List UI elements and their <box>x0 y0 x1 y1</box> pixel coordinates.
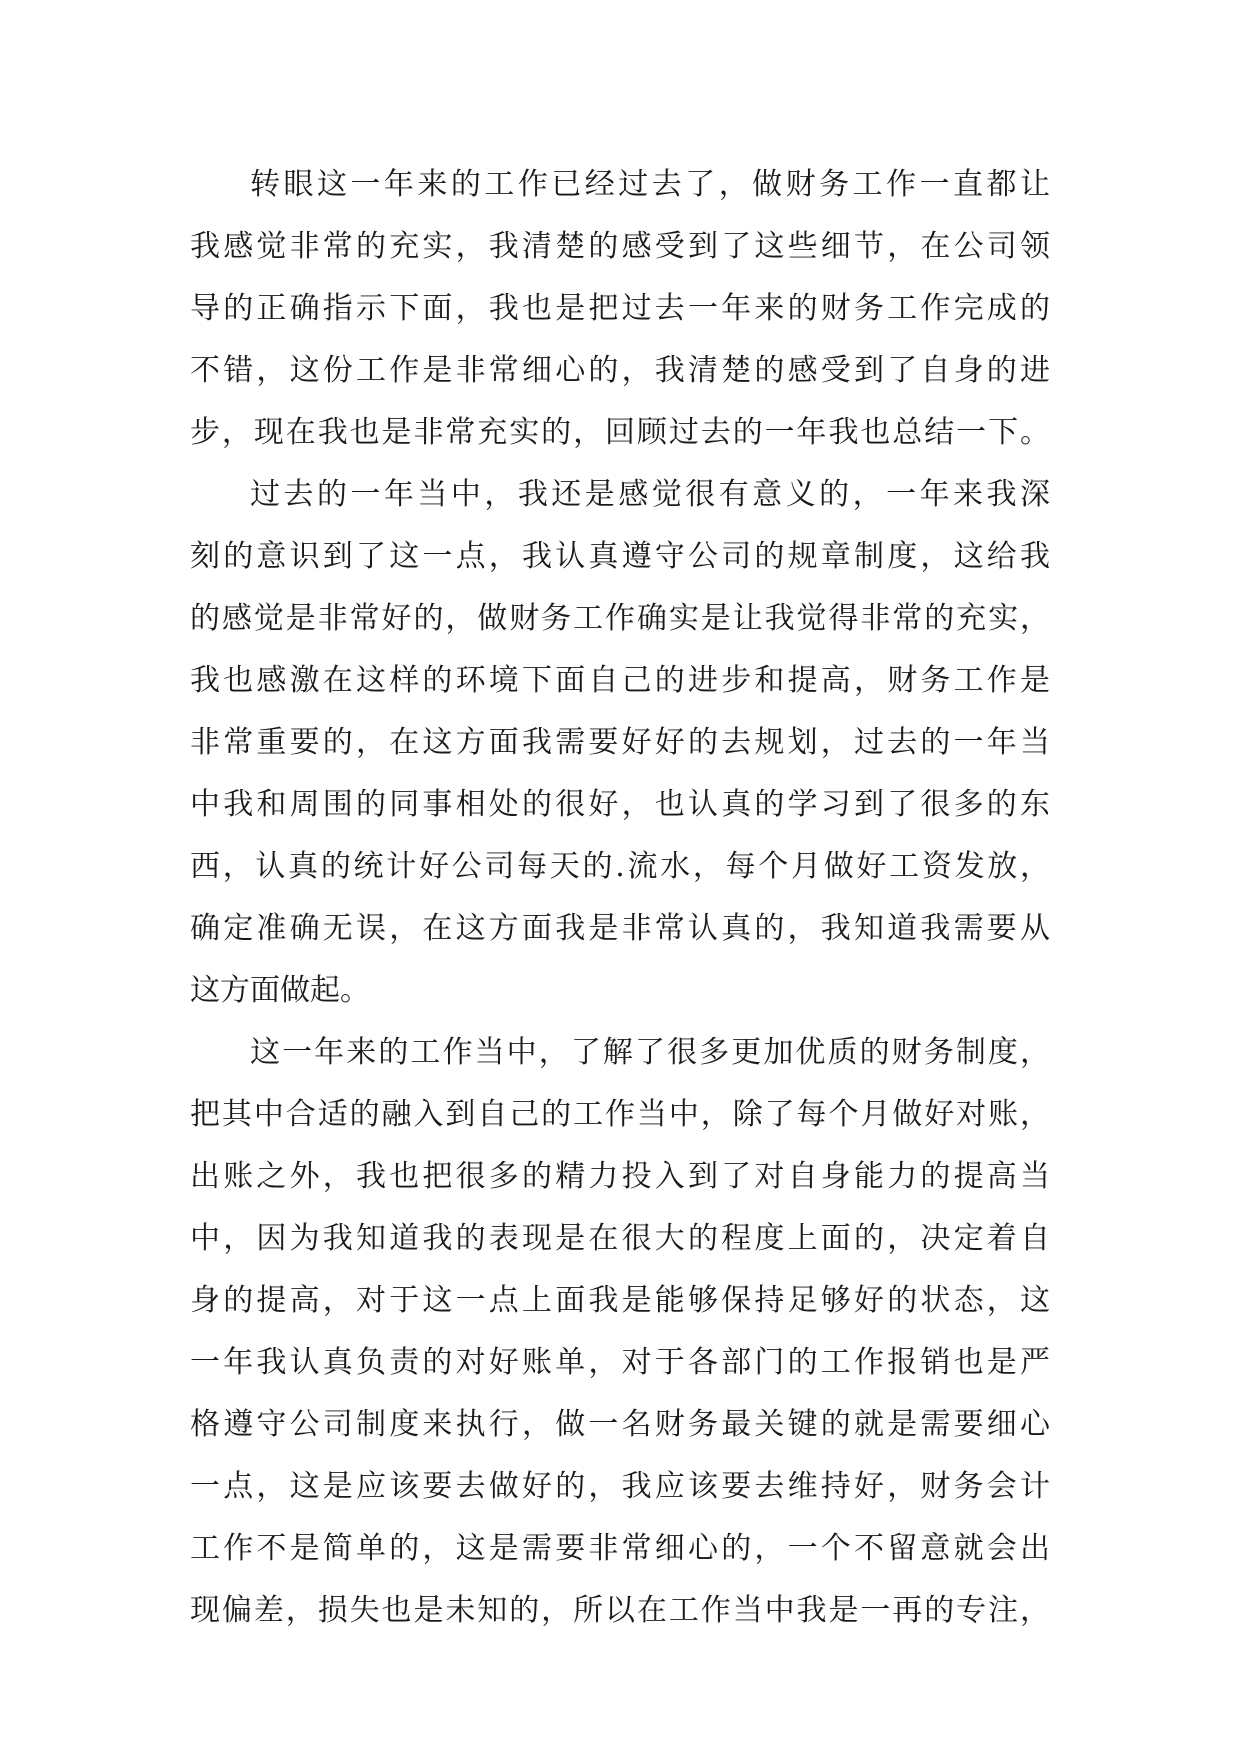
paragraph-3-line-8: 一点，这是应该要去做好的，我应该要去维持好，财务会计 <box>190 1469 1050 1504</box>
paragraph-2-line-7: 西，认真的统计好公司每天的.流水，每个月做好工资发放， <box>190 849 1050 884</box>
paragraph-3-line-6: 一年我认真负责的对好账单，对于各部门的工作报销也是严 <box>190 1345 1050 1380</box>
paragraph-2-line-5: 非常重要的，在这方面我需要好好的去规划，过去的一年当 <box>190 725 1050 760</box>
paragraph-2-line-3: 的感觉是非常好的，做财务工作确实是让我觉得非常的充实， <box>190 601 1050 636</box>
paragraph-3-line-1: 这一年来的工作当中，了解了很多更加优质的财务制度， <box>250 1035 1050 1070</box>
paragraph-1-line-5: 步，现在我也是非常充实的，回顾过去的一年我也总结一下。 <box>190 415 1050 450</box>
paragraph-2-line-6: 中我和周围的同事相处的很好，也认真的学习到了很多的东 <box>190 787 1050 822</box>
paragraph-1-line-4: 不错，这份工作是非常细心的，我清楚的感受到了自身的进 <box>190 353 1050 388</box>
paragraph-2-line-2: 刻的意识到了这一点，我认真遵守公司的规章制度，这给我 <box>190 539 1050 574</box>
paragraph-1-line-3: 导的正确指示下面，我也是把过去一年来的财务工作完成的 <box>190 291 1050 326</box>
paragraph-1-line-1: 转眼这一年来的工作已经过去了，做财务工作一直都让 <box>250 167 1050 202</box>
paragraph-2-line-8: 确定准确无误，在这方面我是非常认真的，我知道我需要从 <box>190 911 1050 946</box>
paragraph-2-line-9: 这方面做起。 <box>190 973 370 1008</box>
paragraph-2-line-4: 我也感激在这样的环境下面自己的进步和提高，财务工作是 <box>190 663 1050 698</box>
paragraph-2-line-1: 过去的一年当中，我还是感觉很有意义的，一年来我深 <box>250 477 1050 512</box>
document-body <box>190 154 1050 1642</box>
paragraph-3-line-3: 出账之外，我也把很多的精力投入到了对自身能力的提高当 <box>190 1159 1050 1194</box>
paragraph-3-line-5: 身的提高，对于这一点上面我是能够保持足够好的状态，这 <box>190 1283 1050 1318</box>
paragraph-3-line-10: 现偏差，损失也是未知的，所以在工作当中我是一再的专注， <box>190 1593 1050 1628</box>
paragraph-3-line-7: 格遵守公司制度来执行，做一名财务最关键的就是需要细心 <box>190 1407 1050 1442</box>
paragraph-3-line-4: 中，因为我知道我的表现是在很大的程度上面的，决定着自 <box>190 1221 1050 1256</box>
paragraph-3-line-9: 工作不是简单的，这是需要非常细心的，一个不留意就会出 <box>190 1531 1050 1566</box>
paragraph-1-line-2: 我感觉非常的充实，我清楚的感受到了这些细节，在公司领 <box>190 229 1050 264</box>
paragraph-3-line-2: 把其中合适的融入到自己的工作当中，除了每个月做好对账， <box>190 1097 1050 1132</box>
